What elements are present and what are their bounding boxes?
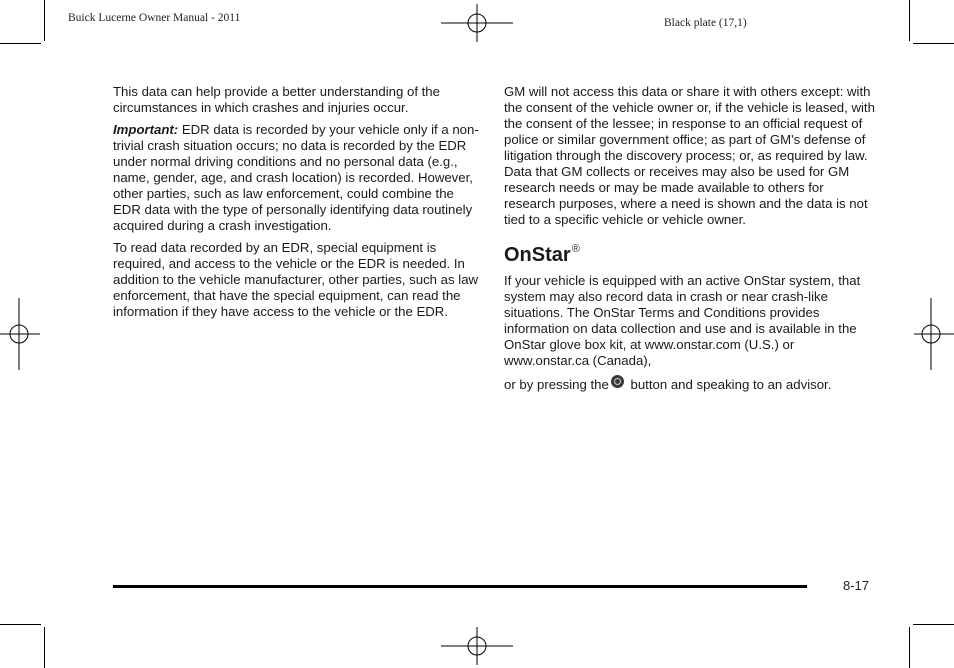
header-plate-info: Black plate (17,1) [664,17,747,29]
registration-mark-bottom [441,627,513,665]
registration-mark-right [914,298,954,370]
important-text: EDR data is recorded by your vehicle only if a non-trivial crash situation occurs; no data is recorded by the EDR under normal driving conditions and no personal data (e.g., name, gender, age, and crash location) is recorded. However, other parties, such as law enforcement, could combine the EDR data with the type of personally identifying data routinely acquired during a crash investigation. [113,122,479,233]
crop-mark [909,0,910,41]
registration-mark-left [0,298,40,370]
footer-rule [113,585,807,588]
heading-text: OnStar [504,244,571,266]
header-title: Buick Lucerne Owner Manual - 2011 [68,12,241,24]
section-heading-onstar [504,237,876,267]
right-column [504,84,876,399]
crop-mark [0,43,41,44]
crop-mark [913,43,954,44]
crop-mark [44,0,45,41]
onstar-button-icon [611,375,624,388]
paragraph-important [113,122,485,234]
paragraph-onstar-button [504,375,876,393]
crop-mark [0,624,41,625]
crop-mark [909,627,910,668]
button-text-before: or by pressing the [504,377,609,392]
paragraph-reading-edr: To read data recorded by an EDR, special equipment is required, and access to the vehicle or the EDR is needed. In addition to the vehicle manufacturer, other parties, such as law enforcement, that have the special equipment, can read the information if they have access to the vehicle or the EDR. [113,240,479,319]
button-text-after: button and speaking to an advisor. [626,377,832,392]
left-column [113,84,485,326]
crop-mark [44,627,45,668]
important-label: Important: [113,122,179,137]
page-number: 8-17 [843,578,870,593]
registered-mark: ® [571,243,580,255]
registration-mark-top [441,4,513,42]
paragraph-gm-access: GM will not access this data or share it with others except: with the consent of the vehicle owner or, if the vehicle is leased, with the consent of the lessee; in response to an official request of police or similar government office; as part of GM's defense of litigation through the discovery process; or, as required by law. Data that GM collects or receives may also be used for GM research needs or may be made available to others for research purposes, where a need is shown and the data is not tied to a specific vehicle or vehicle owner. [504,84,875,227]
paragraph-edr-purpose: This data can help provide a better understanding of the circumstances in which crashes and injuries occur. [113,84,440,115]
paragraph-onstar-data: If your vehicle is equipped with an active OnStar system, that system may also record data in crash or near crash-like situations. The OnStar Terms and Conditions provides information on data collection and use and is available in the OnStar glove box kit, at www.onstar.com (U.S.) or www.onstar.ca (Canada), [504,273,861,368]
crop-mark [913,624,954,625]
